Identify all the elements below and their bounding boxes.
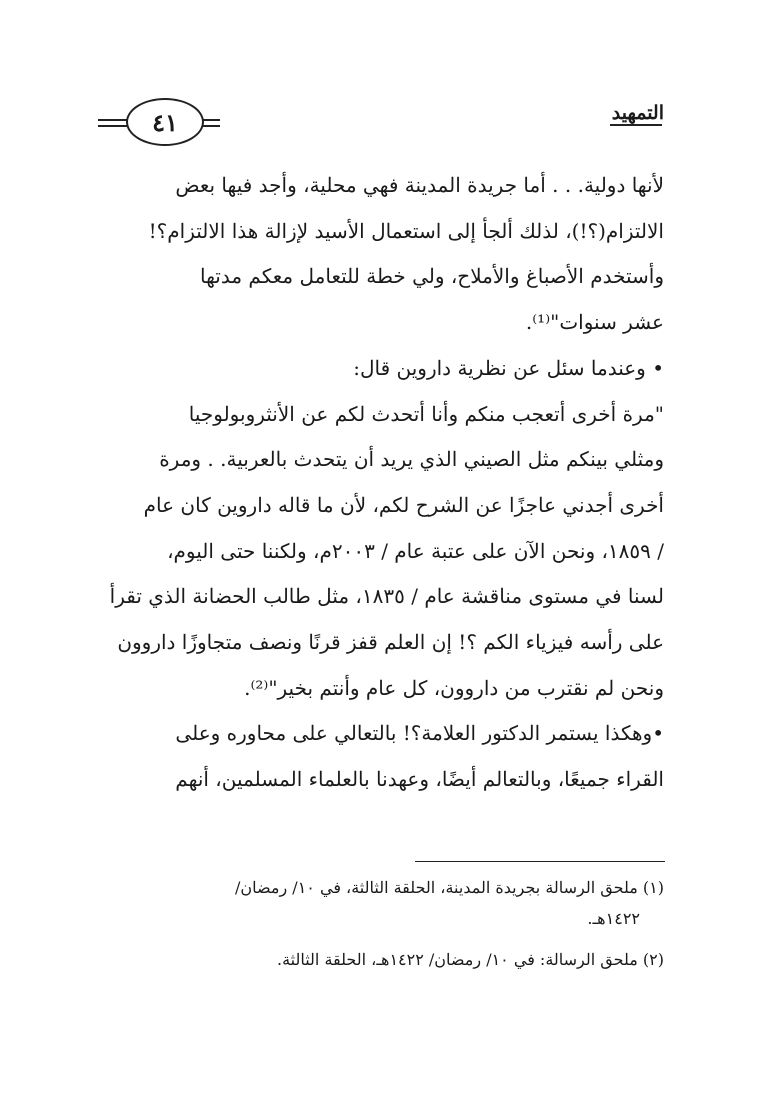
footnotes — [98, 872, 664, 975]
footnote-1-continued: ١٤٢٢هـ. — [587, 909, 640, 928]
footnote-1: (١) ملحق الرسالة بجريدة المدينة، الحلقة الثالثة، في ١٠/ رمضان/ — [235, 878, 664, 897]
quote-line: على رأسه فيزياء الكم ؟! إن العلم قفز قرنًا ونصف متجاوزًا داروون — [117, 630, 664, 655]
quote-line: ونحن لم نقترب من داروون، كل عام وأنتم بخير"⁽²⁾. — [244, 675, 664, 700]
text-line: القراء جميعًا، وبالتعالم أيضًا، وعهدنا بالعلماء المسلمين، أنهم — [175, 767, 664, 792]
text-line: عشر سنوات"⁽¹⁾. — [525, 310, 664, 335]
text-line: وأستخدم الأصباغ والأملاح، ولي خطة للتعامل معكم مدتها — [199, 264, 664, 289]
footnote-2: (٢) ملحق الرسالة: في ١٠/ رمضان/ ١٤٢٢هـ، الحلقة الثالثة. — [276, 950, 664, 969]
page-header — [0, 0, 759, 170]
quote-line: لسنا في مستوى مناقشة عام / ١٨٣٥، مثل طالب الحضانة الذي تقرأ — [109, 584, 664, 609]
page-number: ٤١ — [126, 98, 204, 146]
bullet-paragraph: •وهكذا يستمر الدكتور العلامة؟! بالتعالي على محاوره وعلى — [175, 721, 664, 746]
quote-line: أخرى أجدني عاجزًا عن الشرح لكم، لأن ما قاله داروين كان عام — [143, 492, 664, 517]
text-line: لأنها دولية. . . أما جريدة المدينة فهي محلية، وأجد فيها بعض — [175, 173, 664, 197]
main-text — [98, 163, 664, 803]
text-line: الالتزام(؟!)، لذلك ألجأ إلى استعمال الأسيد لإزالة هذا الالتزام؟! — [148, 218, 664, 243]
chapter-title: التمهيد — [611, 102, 664, 124]
footnote-separator — [415, 861, 665, 862]
quote-line: / ١٨٥٩، ونحن الآن على عتبة عام / ٢٠٠٣م، ولكننا حتى اليوم، — [167, 538, 664, 563]
chapter-title-rule — [610, 124, 662, 126]
quote-line: "مرة أخرى أتعجب منكم وأنا أتحدث لكم عن الأنثروبولوجيا — [188, 401, 664, 426]
bullet-paragraph: • وعندما سئل عن نظرية داروين قال: — [353, 355, 664, 380]
quote-line: ومثلي بينكم مثل الصيني الذي يريد أن يتحدث بالعربية. . ومرة — [159, 447, 664, 472]
